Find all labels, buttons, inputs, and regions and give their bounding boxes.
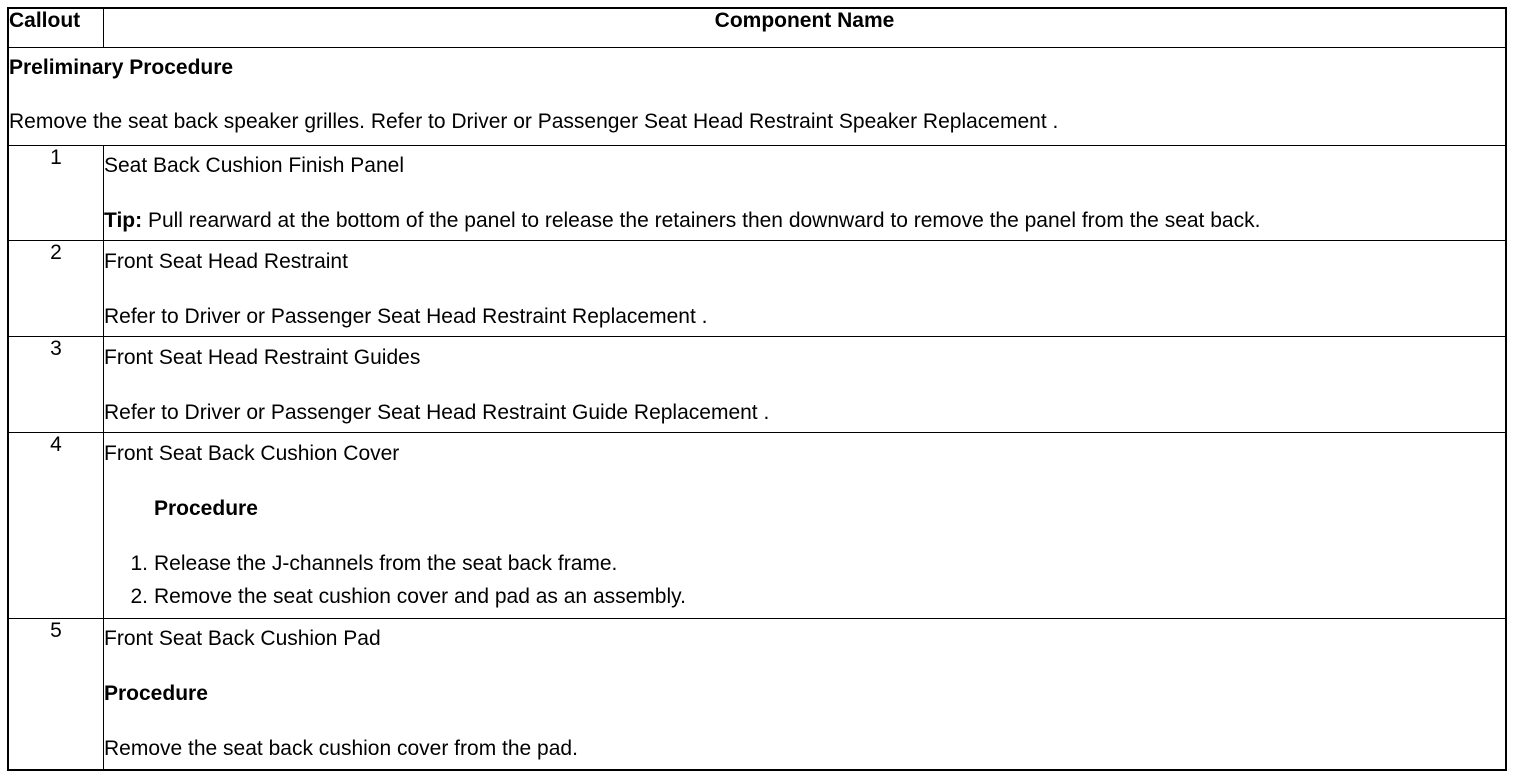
- table-row: [8, 433, 1506, 619]
- component-name: Front Seat Back Cushion Cover: [104, 442, 400, 465]
- preliminary-text: Remove the seat back speaker grilles. Refer to Driver or Passenger Seat Head Restraint Speaker Replacement .: [9, 110, 1059, 133]
- component-name: Front Seat Back Cushion Pad: [104, 627, 381, 650]
- preliminary-cell: [8, 48, 1506, 146]
- procedure-step: [130, 552, 1505, 585]
- reference-text: Refer to Driver or Passenger Seat Head Restraint Replacement .: [104, 305, 708, 328]
- procedure-title: Procedure: [154, 497, 258, 520]
- procedure-steps: [104, 552, 1505, 618]
- callout-number: 2: [8, 241, 104, 337]
- procedure-step: [130, 585, 1505, 618]
- callout-number: 4: [8, 433, 104, 619]
- component-name: Front Seat Head Restraint Guides: [104, 346, 421, 369]
- preliminary-row: [8, 48, 1506, 146]
- component-cell: [104, 337, 1507, 433]
- component-cell: [104, 146, 1507, 241]
- step-number: 1.: [130, 552, 148, 575]
- procedure-text: Remove the seat back cushion cover from the pad.: [104, 737, 578, 760]
- step-text: Release the J-channels from the seat back frame.: [154, 552, 618, 575]
- callout-header: Callout: [8, 8, 104, 48]
- component-name: Seat Back Cushion Finish Panel: [104, 154, 404, 177]
- table-row: [8, 146, 1506, 241]
- header-row: [8, 8, 1506, 48]
- component-cell: [104, 433, 1507, 619]
- callout-number: 5: [8, 619, 104, 770]
- tip-body: Pull rearward at the bottom of the panel to release the retainers then downward to remove the panel from the seat back.: [142, 209, 1261, 232]
- callout-number: 1: [8, 146, 104, 241]
- step-text: Remove the seat cushion cover and pad as an assembly.: [154, 585, 686, 608]
- preliminary-title: Preliminary Procedure: [9, 56, 234, 79]
- table-row: [8, 337, 1506, 433]
- table-row: [8, 619, 1506, 770]
- step-number: 2.: [130, 585, 148, 608]
- tip-label: Tip:: [104, 209, 143, 232]
- reference-text: Refer to Driver or Passenger Seat Head Restraint Guide Replacement .: [104, 401, 770, 424]
- table-row: [8, 241, 1506, 337]
- component-name: Front Seat Head Restraint: [104, 250, 348, 273]
- procedure-title: Procedure: [104, 682, 208, 705]
- component-cell: [104, 619, 1507, 770]
- component-name-header: Component Name: [104, 8, 1507, 48]
- tip-text: [104, 209, 1505, 233]
- component-table: [7, 7, 1507, 771]
- component-cell: [104, 241, 1507, 337]
- callout-number: 3: [8, 337, 104, 433]
